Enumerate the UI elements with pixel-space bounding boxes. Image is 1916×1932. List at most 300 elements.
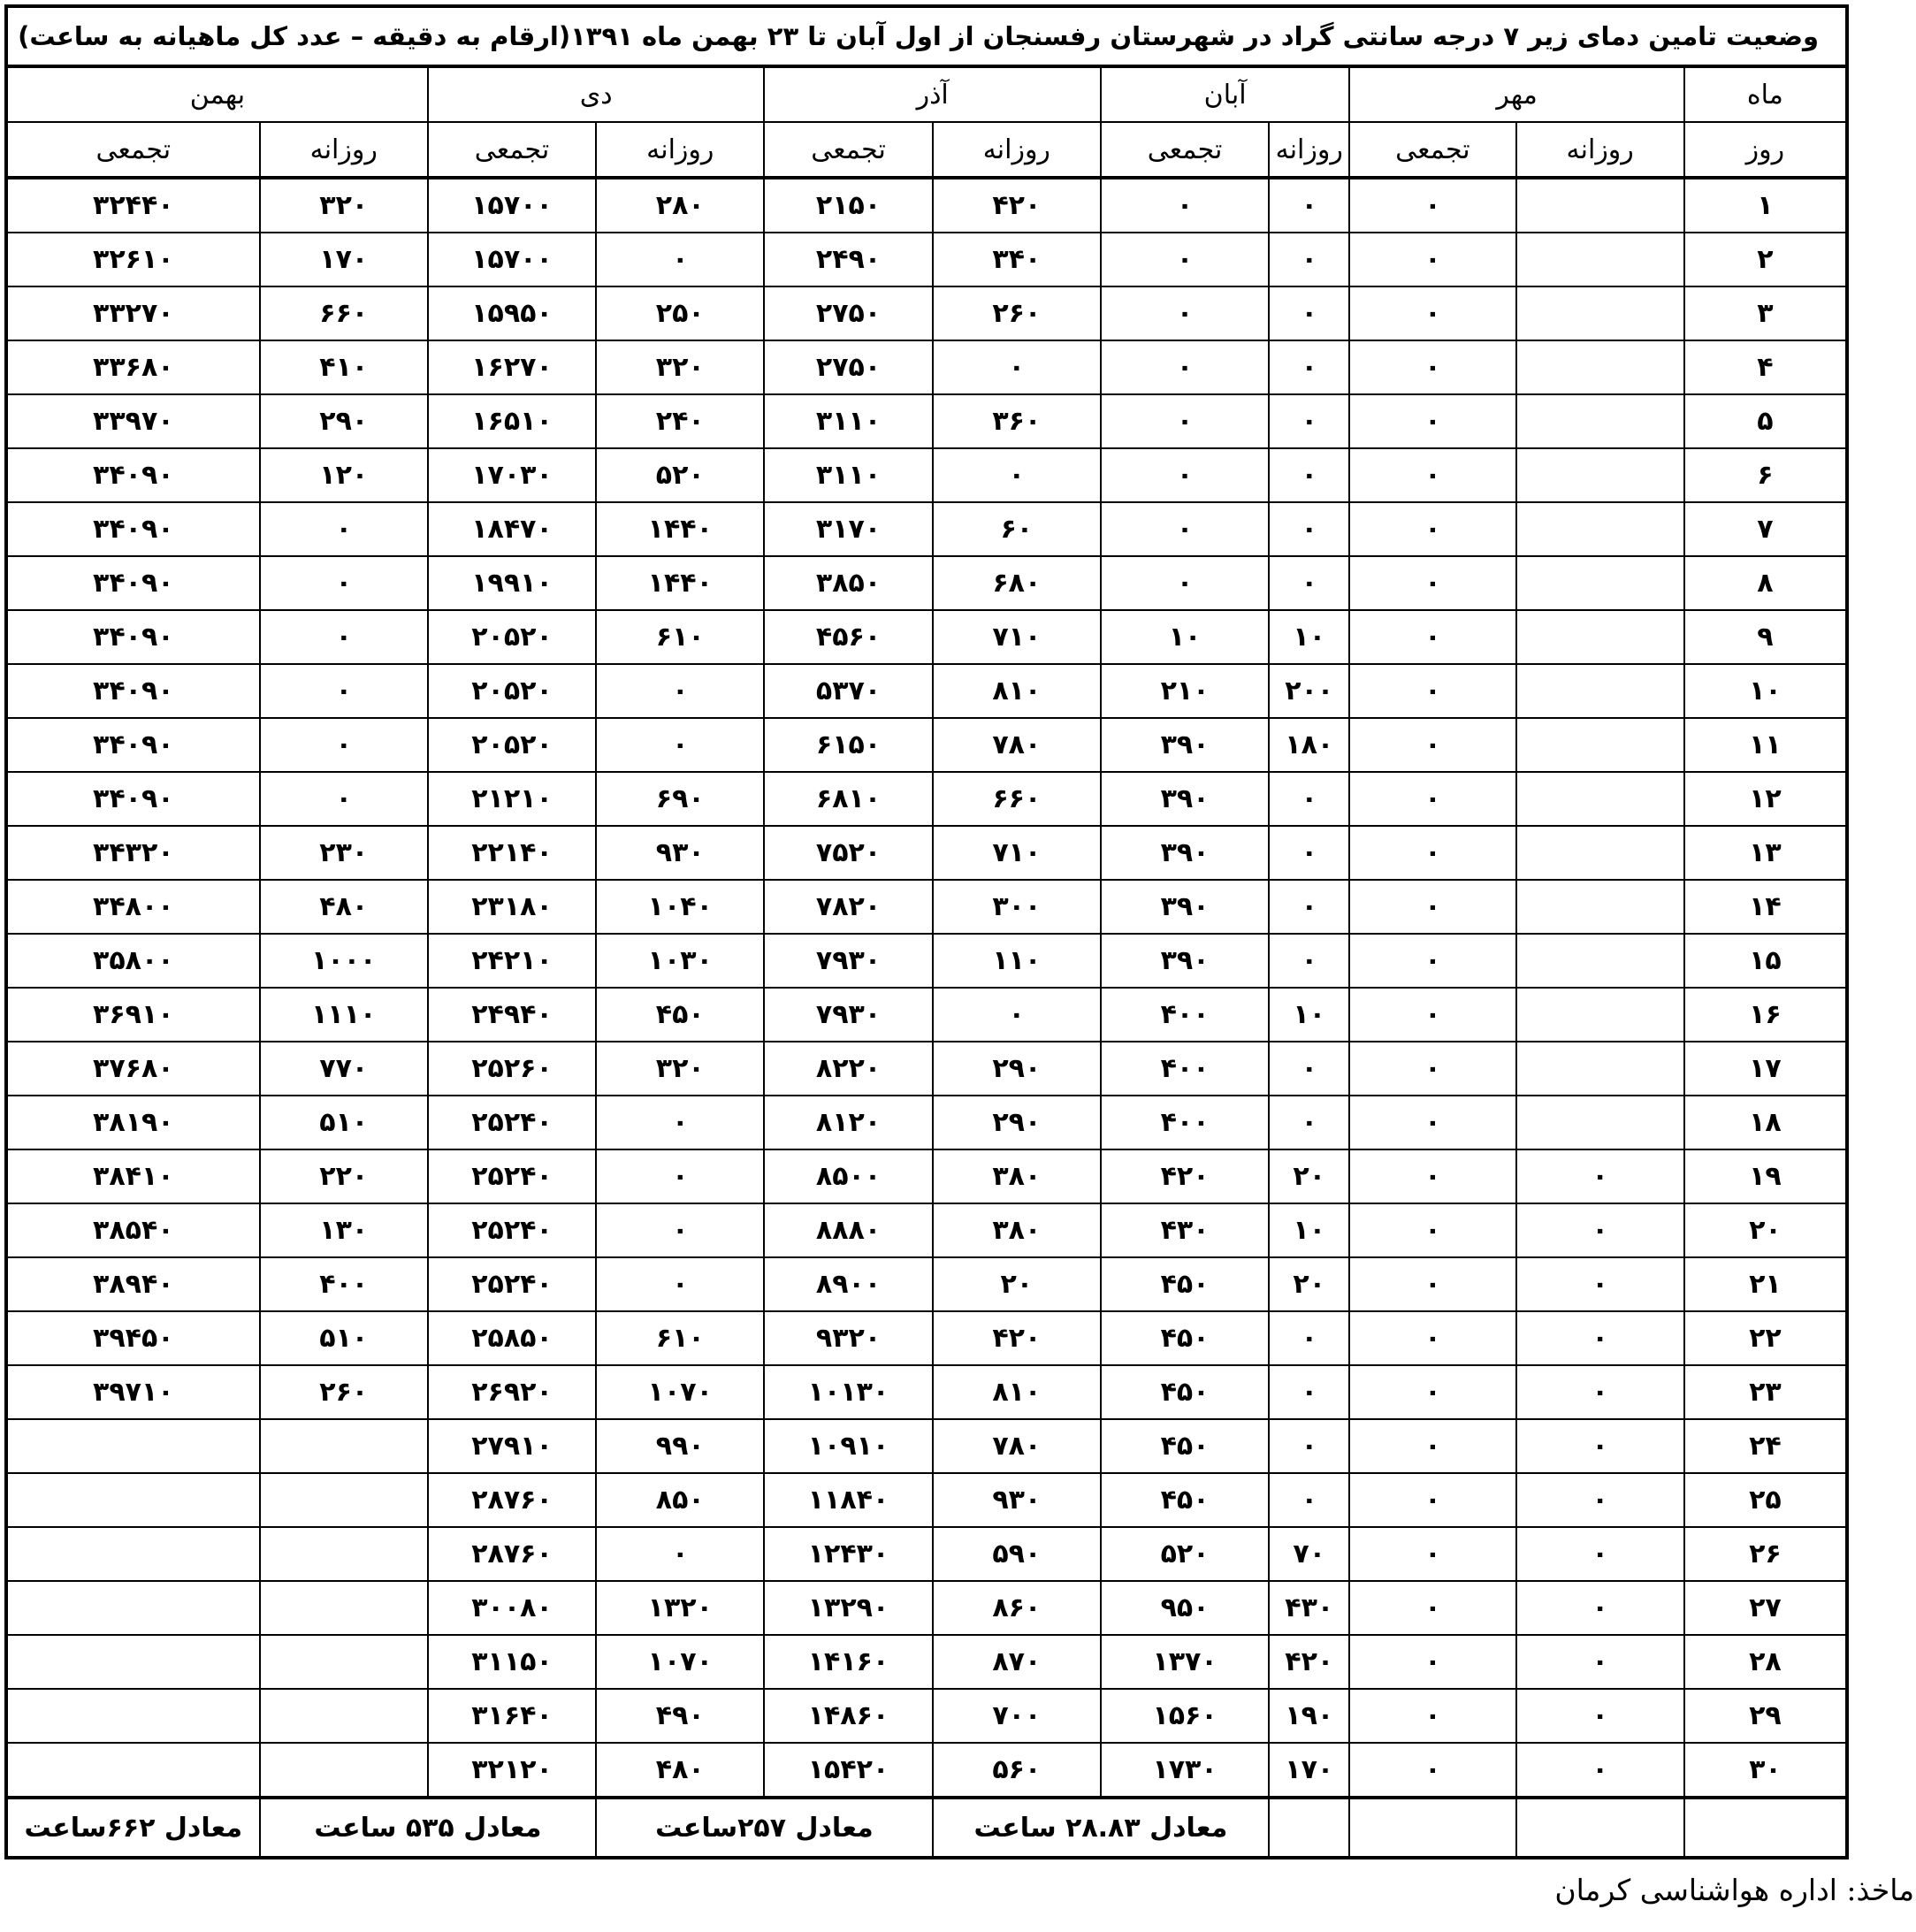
cell-mehr-daily — [1516, 502, 1684, 556]
cell-dey-cum: ۲۲۱۴۰ — [428, 826, 596, 880]
cell-aban-daily: ۴۲۰ — [1269, 1635, 1349, 1689]
cell-bahman-daily: ۱۲۰ — [260, 448, 428, 502]
month-header-mehr: مهر — [1349, 66, 1684, 122]
cell-dey-cum: ۲۵۲۴۰ — [428, 1203, 596, 1257]
cell-azar-daily: ۷۸۰ — [933, 718, 1101, 772]
cell-mehr-daily: ۰ — [1516, 1689, 1684, 1743]
cell-mehr-daily — [1516, 934, 1684, 988]
cell-aban-cum: ۱۳۷۰ — [1101, 1635, 1269, 1689]
cell-mehr-cum: ۰ — [1349, 610, 1515, 664]
cell-mehr-daily: ۰ — [1516, 1365, 1684, 1419]
cell-dey-daily: ۲۴۰ — [596, 394, 764, 448]
cell-bahman-daily: ۰ — [260, 502, 428, 556]
cell-dey-daily: ۱۰۳۰ — [596, 934, 764, 988]
cell-dey-daily: ۰ — [596, 1257, 764, 1311]
cell-bahman-daily: ۰ — [260, 610, 428, 664]
cell-mehr-cum: ۰ — [1349, 664, 1515, 718]
cell-mehr-daily — [1516, 448, 1684, 502]
cell-aban-daily: ۲۰۰ — [1269, 664, 1349, 718]
cell-aban-daily: ۰ — [1269, 556, 1349, 610]
cell-day: ۲۴ — [1684, 1419, 1847, 1473]
cell-bahman-cum — [6, 1419, 260, 1473]
cell-aban-cum: ۵۲۰ — [1101, 1527, 1269, 1581]
cell-azar-daily: ۸۷۰ — [933, 1635, 1101, 1689]
total-dey: معادل ۵۳۵ ساعت — [260, 1798, 597, 1858]
cell-azar-daily: ۰ — [933, 448, 1101, 502]
cell-bahman-cum — [6, 1743, 260, 1798]
cell-mehr-daily — [1516, 880, 1684, 934]
cell-aban-daily: ۱۰ — [1269, 1203, 1349, 1257]
cell-aban-daily: ۰ — [1269, 233, 1349, 286]
cell-azar-cum: ۶۸۱۰ — [764, 772, 932, 826]
cell-bahman-cum — [6, 1527, 260, 1581]
cell-aban-cum: ۰ — [1101, 448, 1269, 502]
cell-aban-cum: ۰ — [1101, 340, 1269, 394]
cell-bahman-daily: ۱۰۰۰ — [260, 934, 428, 988]
cell-day: ۱۶ — [1684, 988, 1847, 1042]
cell-bahman-daily — [260, 1689, 428, 1743]
cell-day: ۲۱ — [1684, 1257, 1847, 1311]
cell-azar-cum: ۹۳۲۰ — [764, 1311, 932, 1365]
cell-mehr-cum: ۰ — [1349, 772, 1515, 826]
cell-bahman-cum: ۳۳۹۷۰ — [6, 394, 260, 448]
cell-aban-cum: ۴۰۰ — [1101, 1042, 1269, 1096]
cell-dey-daily: ۱۴۴۰ — [596, 556, 764, 610]
cell-aban-cum: ۰ — [1101, 502, 1269, 556]
table-row — [6, 394, 1847, 448]
cell-mehr-daily: ۰ — [1516, 1635, 1684, 1689]
cell-azar-daily: ۲۹۰ — [933, 1096, 1101, 1149]
cell-azar-daily: ۳۸۰ — [933, 1149, 1101, 1203]
cell-azar-cum: ۲۷۵۰ — [764, 286, 932, 340]
cell-bahman-daily: ۴۸۰ — [260, 880, 428, 934]
cell-dey-daily: ۳۲۰ — [596, 340, 764, 394]
cell-bahman-cum: ۳۵۸۰۰ — [6, 934, 260, 988]
cell-azar-daily: ۶۸۰ — [933, 556, 1101, 610]
cell-bahman-cum: ۳۴۸۰۰ — [6, 880, 260, 934]
cell-azar-cum: ۱۰۹۱۰ — [764, 1419, 932, 1473]
mehr-daily-header: روزانه — [1516, 122, 1684, 178]
cell-day: ۲۹ — [1684, 1689, 1847, 1743]
cell-mehr-daily: ۰ — [1516, 1527, 1684, 1581]
cell-mehr-daily — [1516, 826, 1684, 880]
cell-azar-daily: ۸۶۰ — [933, 1581, 1101, 1635]
cell-bahman-daily — [260, 1419, 428, 1473]
cell-bahman-daily: ۴۱۰ — [260, 340, 428, 394]
cell-mehr-cum: ۰ — [1349, 1257, 1515, 1311]
cell-mehr-cum: ۰ — [1349, 934, 1515, 988]
cell-aban-cum: ۳۹۰ — [1101, 718, 1269, 772]
cell-aban-daily: ۰ — [1269, 772, 1349, 826]
cell-aban-cum: ۴۵۰ — [1101, 1473, 1269, 1527]
cell-mehr-cum: ۰ — [1349, 286, 1515, 340]
cell-bahman-daily — [260, 1635, 428, 1689]
cell-mehr-daily — [1516, 772, 1684, 826]
cell-azar-daily: ۳۸۰ — [933, 1203, 1101, 1257]
cell-day: ۶ — [1684, 448, 1847, 502]
cell-mehr-daily: ۰ — [1516, 1419, 1684, 1473]
cell-dey-cum: ۳۰۰۸۰ — [428, 1581, 596, 1635]
total-azar: معادل ۲۵۷ساعت — [596, 1798, 933, 1858]
cell-dey-daily: ۰ — [596, 1149, 764, 1203]
cell-mehr-cum: ۰ — [1349, 1419, 1515, 1473]
cell-aban-daily: ۱۸۰ — [1269, 718, 1349, 772]
cell-day: ۳ — [1684, 286, 1847, 340]
cell-dey-cum: ۲۵۲۴۰ — [428, 1257, 596, 1311]
cell-azar-cum: ۲۱۵۰ — [764, 178, 932, 233]
totals-empty-aban-daily — [1269, 1798, 1349, 1858]
cell-dey-cum: ۲۵۲۴۰ — [428, 1096, 596, 1149]
cell-aban-daily: ۰ — [1269, 1311, 1349, 1365]
cell-aban-daily: ۰ — [1269, 1473, 1349, 1527]
cell-mehr-cum: ۰ — [1349, 340, 1515, 394]
cell-day: ۲۷ — [1684, 1581, 1847, 1635]
cell-mehr-cum: ۰ — [1349, 394, 1515, 448]
cell-aban-daily: ۱۰ — [1269, 610, 1349, 664]
cell-bahman-daily: ۳۲۰ — [260, 178, 428, 233]
cell-dey-cum: ۲۶۹۲۰ — [428, 1365, 596, 1419]
cell-dey-cum: ۳۲۱۲۰ — [428, 1743, 596, 1798]
cell-aban-daily: ۰ — [1269, 178, 1349, 233]
cell-bahman-cum: ۳۷۶۸۰ — [6, 1042, 260, 1096]
mehr-cumulative-header: تجمعی — [1349, 122, 1515, 178]
cell-dey-cum: ۱۶۲۷۰ — [428, 340, 596, 394]
cell-mehr-cum: ۰ — [1349, 1149, 1515, 1203]
cell-mehr-daily — [1516, 286, 1684, 340]
totals-row — [6, 1798, 1847, 1858]
cell-dey-cum: ۲۰۵۲۰ — [428, 718, 596, 772]
cell-dey-cum: ۱۵۷۰۰ — [428, 233, 596, 286]
cell-dey-cum: ۲۰۵۲۰ — [428, 610, 596, 664]
cell-dey-daily: ۴۸۰ — [596, 1743, 764, 1798]
cell-azar-daily: ۷۱۰ — [933, 826, 1101, 880]
cell-azar-cum: ۸۱۲۰ — [764, 1096, 932, 1149]
cell-aban-daily: ۱۷۰ — [1269, 1743, 1349, 1798]
cell-mehr-cum: ۰ — [1349, 1473, 1515, 1527]
cell-bahman-daily — [260, 1581, 428, 1635]
cell-azar-daily: ۲۹۰ — [933, 1042, 1101, 1096]
cell-azar-daily: ۹۳۰ — [933, 1473, 1101, 1527]
cell-azar-cum: ۷۹۳۰ — [764, 988, 932, 1042]
table-row — [6, 1635, 1847, 1689]
cell-bahman-cum: ۳۴۰۹۰ — [6, 664, 260, 718]
cell-bahman-daily: ۲۲۰ — [260, 1149, 428, 1203]
cell-dey-daily: ۶۹۰ — [596, 772, 764, 826]
cell-dey-cum: ۲۴۲۱۰ — [428, 934, 596, 988]
cell-dey-daily: ۴۵۰ — [596, 988, 764, 1042]
cell-azar-daily: ۱۱۰ — [933, 934, 1101, 988]
cell-mehr-daily: ۰ — [1516, 1149, 1684, 1203]
cell-aban-cum: ۱۵۶۰ — [1101, 1689, 1269, 1743]
cell-azar-daily: ۲۶۰ — [933, 286, 1101, 340]
cell-dey-cum: ۲۷۹۱۰ — [428, 1419, 596, 1473]
cell-azar-cum: ۴۵۶۰ — [764, 610, 932, 664]
cell-mehr-cum: ۰ — [1349, 1581, 1515, 1635]
cell-dey-daily: ۱۰۷۰ — [596, 1365, 764, 1419]
cell-azar-cum: ۷۸۲۰ — [764, 880, 932, 934]
cell-day: ۱۴ — [1684, 880, 1847, 934]
cell-dey-daily: ۶۱۰ — [596, 1311, 764, 1365]
cell-aban-cum: ۳۹۰ — [1101, 934, 1269, 988]
cell-azar-cum: ۸۵۰۰ — [764, 1149, 932, 1203]
cell-aban-daily: ۰ — [1269, 826, 1349, 880]
table-row — [6, 934, 1847, 988]
cell-aban-daily: ۰ — [1269, 502, 1349, 556]
cell-aban-cum: ۰ — [1101, 556, 1269, 610]
cell-dey-cum: ۲۵۲۶۰ — [428, 1042, 596, 1096]
table-body — [6, 6, 1847, 1858]
table-row — [6, 1743, 1847, 1798]
cell-bahman-cum: ۳۳۶۸۰ — [6, 340, 260, 394]
month-label: ماه — [1684, 66, 1847, 122]
cell-mehr-cum: ۰ — [1349, 556, 1515, 610]
cell-bahman-daily: ۰ — [260, 664, 428, 718]
cell-bahman-daily: ۱۷۰ — [260, 233, 428, 286]
cell-bahman-daily: ۰ — [260, 556, 428, 610]
cell-dey-daily: ۳۲۰ — [596, 1042, 764, 1096]
cell-mehr-daily — [1516, 610, 1684, 664]
dey-cumulative-header: تجمعی — [428, 122, 596, 178]
cell-day: ۲۵ — [1684, 1473, 1847, 1527]
cell-day: ۲۶ — [1684, 1527, 1847, 1581]
cell-azar-daily: ۶۶۰ — [933, 772, 1101, 826]
cell-aban-cum: ۲۱۰ — [1101, 664, 1269, 718]
cell-aban-daily: ۰ — [1269, 394, 1349, 448]
cell-day: ۱۵ — [1684, 934, 1847, 988]
cell-bahman-daily: ۲۹۰ — [260, 394, 428, 448]
cell-azar-daily: ۸۱۰ — [933, 664, 1101, 718]
cell-bahman-cum: ۳۹۴۵۰ — [6, 1311, 260, 1365]
cell-aban-daily: ۱۰ — [1269, 988, 1349, 1042]
cell-aban-cum: ۴۵۰ — [1101, 1257, 1269, 1311]
cell-dey-daily: ۱۰۴۰ — [596, 880, 764, 934]
cell-dey-cum: ۱۸۴۷۰ — [428, 502, 596, 556]
dey-daily-header: روزانه — [596, 122, 764, 178]
cell-mehr-daily — [1516, 394, 1684, 448]
cell-mehr-cum: ۰ — [1349, 1689, 1515, 1743]
cell-bahman-cum: ۳۴۰۹۰ — [6, 556, 260, 610]
cell-azar-daily: ۴۲۰ — [933, 1311, 1101, 1365]
table-row — [6, 610, 1847, 664]
cell-dey-daily: ۸۵۰ — [596, 1473, 764, 1527]
cell-bahman-cum: ۳۸۴۱۰ — [6, 1149, 260, 1203]
cell-dey-cum: ۱۵۹۵۰ — [428, 286, 596, 340]
cell-bahman-cum: ۳۴۰۹۰ — [6, 502, 260, 556]
cell-azar-cum: ۳۱۱۰ — [764, 394, 932, 448]
cell-azar-cum: ۳۱۱۰ — [764, 448, 932, 502]
cell-aban-cum: ۱۷۳۰ — [1101, 1743, 1269, 1798]
source-note: ماخذ: اداره هواشناسی کرمان — [1554, 1873, 1914, 1907]
month-header-aban: آبان — [1101, 66, 1349, 122]
cell-bahman-cum — [6, 1473, 260, 1527]
cell-dey-daily: ۲۵۰ — [596, 286, 764, 340]
totals-empty-mehr-cum — [1349, 1798, 1515, 1858]
cell-day: ۲۲ — [1684, 1311, 1847, 1365]
cell-bahman-cum — [6, 1581, 260, 1635]
cell-mehr-daily — [1516, 718, 1684, 772]
cell-dey-daily: ۹۳۰ — [596, 826, 764, 880]
cell-aban-cum: ۴۲۰ — [1101, 1149, 1269, 1203]
cell-aban-cum: ۴۵۰ — [1101, 1365, 1269, 1419]
cell-azar-daily: ۰ — [933, 988, 1101, 1042]
cell-dey-cum: ۱۶۵۱۰ — [428, 394, 596, 448]
cell-aban-cum: ۳۹۰ — [1101, 772, 1269, 826]
cell-bahman-daily: ۱۱۱۰ — [260, 988, 428, 1042]
cell-mehr-daily: ۰ — [1516, 1257, 1684, 1311]
cell-azar-cum: ۸۲۲۰ — [764, 1042, 932, 1096]
cell-dey-cum: ۲۱۲۱۰ — [428, 772, 596, 826]
column-header-row — [6, 122, 1847, 178]
cell-azar-daily: ۷۱۰ — [933, 610, 1101, 664]
cell-bahman-daily: ۰ — [260, 772, 428, 826]
cell-mehr-daily: ۰ — [1516, 1473, 1684, 1527]
table-row — [6, 448, 1847, 502]
table-row — [6, 233, 1847, 286]
cell-mehr-daily — [1516, 340, 1684, 394]
cell-mehr-daily — [1516, 664, 1684, 718]
cell-azar-cum: ۸۹۰۰ — [764, 1257, 932, 1311]
cell-azar-cum: ۷۹۳۰ — [764, 934, 932, 988]
table-row — [6, 1419, 1847, 1473]
table-row — [6, 1203, 1847, 1257]
cell-dey-daily: ۴۹۰ — [596, 1689, 764, 1743]
cell-bahman-daily: ۶۶۰ — [260, 286, 428, 340]
cell-azar-cum: ۳۸۵۰ — [764, 556, 932, 610]
cell-day: ۱۰ — [1684, 664, 1847, 718]
cell-azar-cum: ۱۱۸۴۰ — [764, 1473, 932, 1527]
cell-dey-daily: ۹۹۰ — [596, 1419, 764, 1473]
cell-dey-cum: ۱۵۷۰۰ — [428, 178, 596, 233]
table-title: وضعیت تامین دمای زیر ۷ درجه سانتی گراد در شهرستان رفسنجان از اول آبان تا ۲۳ بهمن ماه ۱۳۹۱(ارقام به دقیقه – عدد کل ماهیانه به ساعت) — [6, 6, 1847, 66]
cell-dey-daily: ۰ — [596, 1203, 764, 1257]
cell-dey-daily: ۱۳۲۰ — [596, 1581, 764, 1635]
cell-bahman-cum: ۳۲۴۴۰ — [6, 178, 260, 233]
cell-azar-cum: ۱۴۸۶۰ — [764, 1689, 932, 1743]
cell-dey-cum: ۲۴۹۴۰ — [428, 988, 596, 1042]
cell-day: ۲۰ — [1684, 1203, 1847, 1257]
cell-mehr-daily: ۰ — [1516, 1203, 1684, 1257]
cell-dey-cum: ۲۸۷۶۰ — [428, 1473, 596, 1527]
cell-dey-cum: ۳۱۶۴۰ — [428, 1689, 596, 1743]
table-row — [6, 556, 1847, 610]
total-bahman: معادل ۶۶۲ساعت — [6, 1798, 260, 1858]
cell-azar-cum: ۱۳۲۹۰ — [764, 1581, 932, 1635]
cell-azar-cum: ۵۳۷۰ — [764, 664, 932, 718]
cell-mehr-daily — [1516, 1096, 1684, 1149]
cell-day: ۱۸ — [1684, 1096, 1847, 1149]
day-label: روز — [1684, 122, 1847, 178]
cell-aban-daily: ۲۰ — [1269, 1149, 1349, 1203]
month-header-row — [6, 66, 1847, 122]
cell-mehr-daily — [1516, 178, 1684, 233]
cell-bahman-daily: ۴۰۰ — [260, 1257, 428, 1311]
cell-day: ۹ — [1684, 610, 1847, 664]
cell-day: ۷ — [1684, 502, 1847, 556]
table-row — [6, 1096, 1847, 1149]
cell-mehr-daily — [1516, 1042, 1684, 1096]
table-row — [6, 718, 1847, 772]
cell-day: ۲۳ — [1684, 1365, 1847, 1419]
cell-bahman-cum: ۳۸۹۴۰ — [6, 1257, 260, 1311]
cell-azar-cum: ۸۸۸۰ — [764, 1203, 932, 1257]
cell-aban-cum: ۴۰۰ — [1101, 988, 1269, 1042]
cell-mehr-cum: ۰ — [1349, 718, 1515, 772]
table-row — [6, 1365, 1847, 1419]
cell-bahman-daily — [260, 1473, 428, 1527]
cell-mehr-cum: ۰ — [1349, 826, 1515, 880]
cell-bahman-cum — [6, 1635, 260, 1689]
cell-aban-daily: ۰ — [1269, 1419, 1349, 1473]
cell-bahman-cum: ۳۶۹۱۰ — [6, 988, 260, 1042]
cell-bahman-daily — [260, 1527, 428, 1581]
azar-daily-header: روزانه — [933, 122, 1101, 178]
cell-bahman-cum: ۳۴۰۹۰ — [6, 772, 260, 826]
aban-cumulative-header: تجمعی — [1101, 122, 1269, 178]
cell-dey-daily: ۰ — [596, 1096, 764, 1149]
cell-dey-daily: ۰ — [596, 718, 764, 772]
cell-aban-cum: ۰ — [1101, 178, 1269, 233]
cell-azar-daily: ۳۴۰ — [933, 233, 1101, 286]
cell-azar-daily: ۸۱۰ — [933, 1365, 1101, 1419]
cell-azar-daily: ۷۰۰ — [933, 1689, 1101, 1743]
cell-bahman-daily: ۵۱۰ — [260, 1311, 428, 1365]
cell-mehr-cum: ۰ — [1349, 448, 1515, 502]
cell-bahman-daily: ۵۱۰ — [260, 1096, 428, 1149]
cell-dey-daily: ۶۱۰ — [596, 610, 764, 664]
table-row — [6, 178, 1847, 233]
cell-aban-cum: ۴۵۰ — [1101, 1311, 1269, 1365]
table-row — [6, 988, 1847, 1042]
cell-aban-cum: ۳۹۰ — [1101, 826, 1269, 880]
table-row — [6, 502, 1847, 556]
cell-aban-daily: ۰ — [1269, 934, 1349, 988]
cell-day: ۱۳ — [1684, 826, 1847, 880]
cell-bahman-daily: ۱۳۰ — [260, 1203, 428, 1257]
cell-azar-daily: ۳۰۰ — [933, 880, 1101, 934]
chill-hours-table — [4, 4, 1849, 1859]
cell-azar-cum: ۳۱۷۰ — [764, 502, 932, 556]
cell-azar-cum: ۲۴۹۰ — [764, 233, 932, 286]
cell-bahman-daily: ۷۷۰ — [260, 1042, 428, 1096]
cell-bahman-cum: ۳۴۰۹۰ — [6, 610, 260, 664]
cell-mehr-cum: ۰ — [1349, 988, 1515, 1042]
cell-dey-daily: ۵۲۰ — [596, 448, 764, 502]
cell-day: ۲ — [1684, 233, 1847, 286]
cell-dey-cum: ۲۸۷۶۰ — [428, 1527, 596, 1581]
table-row — [6, 1689, 1847, 1743]
cell-mehr-daily — [1516, 988, 1684, 1042]
cell-aban-daily: ۷۰ — [1269, 1527, 1349, 1581]
cell-aban-daily: ۴۳۰ — [1269, 1581, 1349, 1635]
bahman-cumulative-header: تجمعی — [6, 122, 260, 178]
cell-bahman-cum: ۳۸۵۴۰ — [6, 1203, 260, 1257]
cell-dey-daily: ۱۰۷۰ — [596, 1635, 764, 1689]
cell-bahman-cum: ۳۸۱۹۰ — [6, 1096, 260, 1149]
cell-aban-daily: ۰ — [1269, 1365, 1349, 1419]
month-header-bahman: بهمن — [6, 66, 428, 122]
cell-day: ۱۲ — [1684, 772, 1847, 826]
cell-dey-cum: ۲۵۸۵۰ — [428, 1311, 596, 1365]
cell-azar-cum: ۲۷۵۰ — [764, 340, 932, 394]
cell-aban-cum: ۴۳۰ — [1101, 1203, 1269, 1257]
cell-dey-cum: ۲۰۵۲۰ — [428, 664, 596, 718]
cell-dey-daily: ۰ — [596, 1527, 764, 1581]
month-header-azar: آذر — [764, 66, 1101, 122]
cell-bahman-cum: ۳۲۶۱۰ — [6, 233, 260, 286]
cell-mehr-daily — [1516, 233, 1684, 286]
cell-day: ۸ — [1684, 556, 1847, 610]
cell-dey-cum: ۲۳۱۸۰ — [428, 880, 596, 934]
